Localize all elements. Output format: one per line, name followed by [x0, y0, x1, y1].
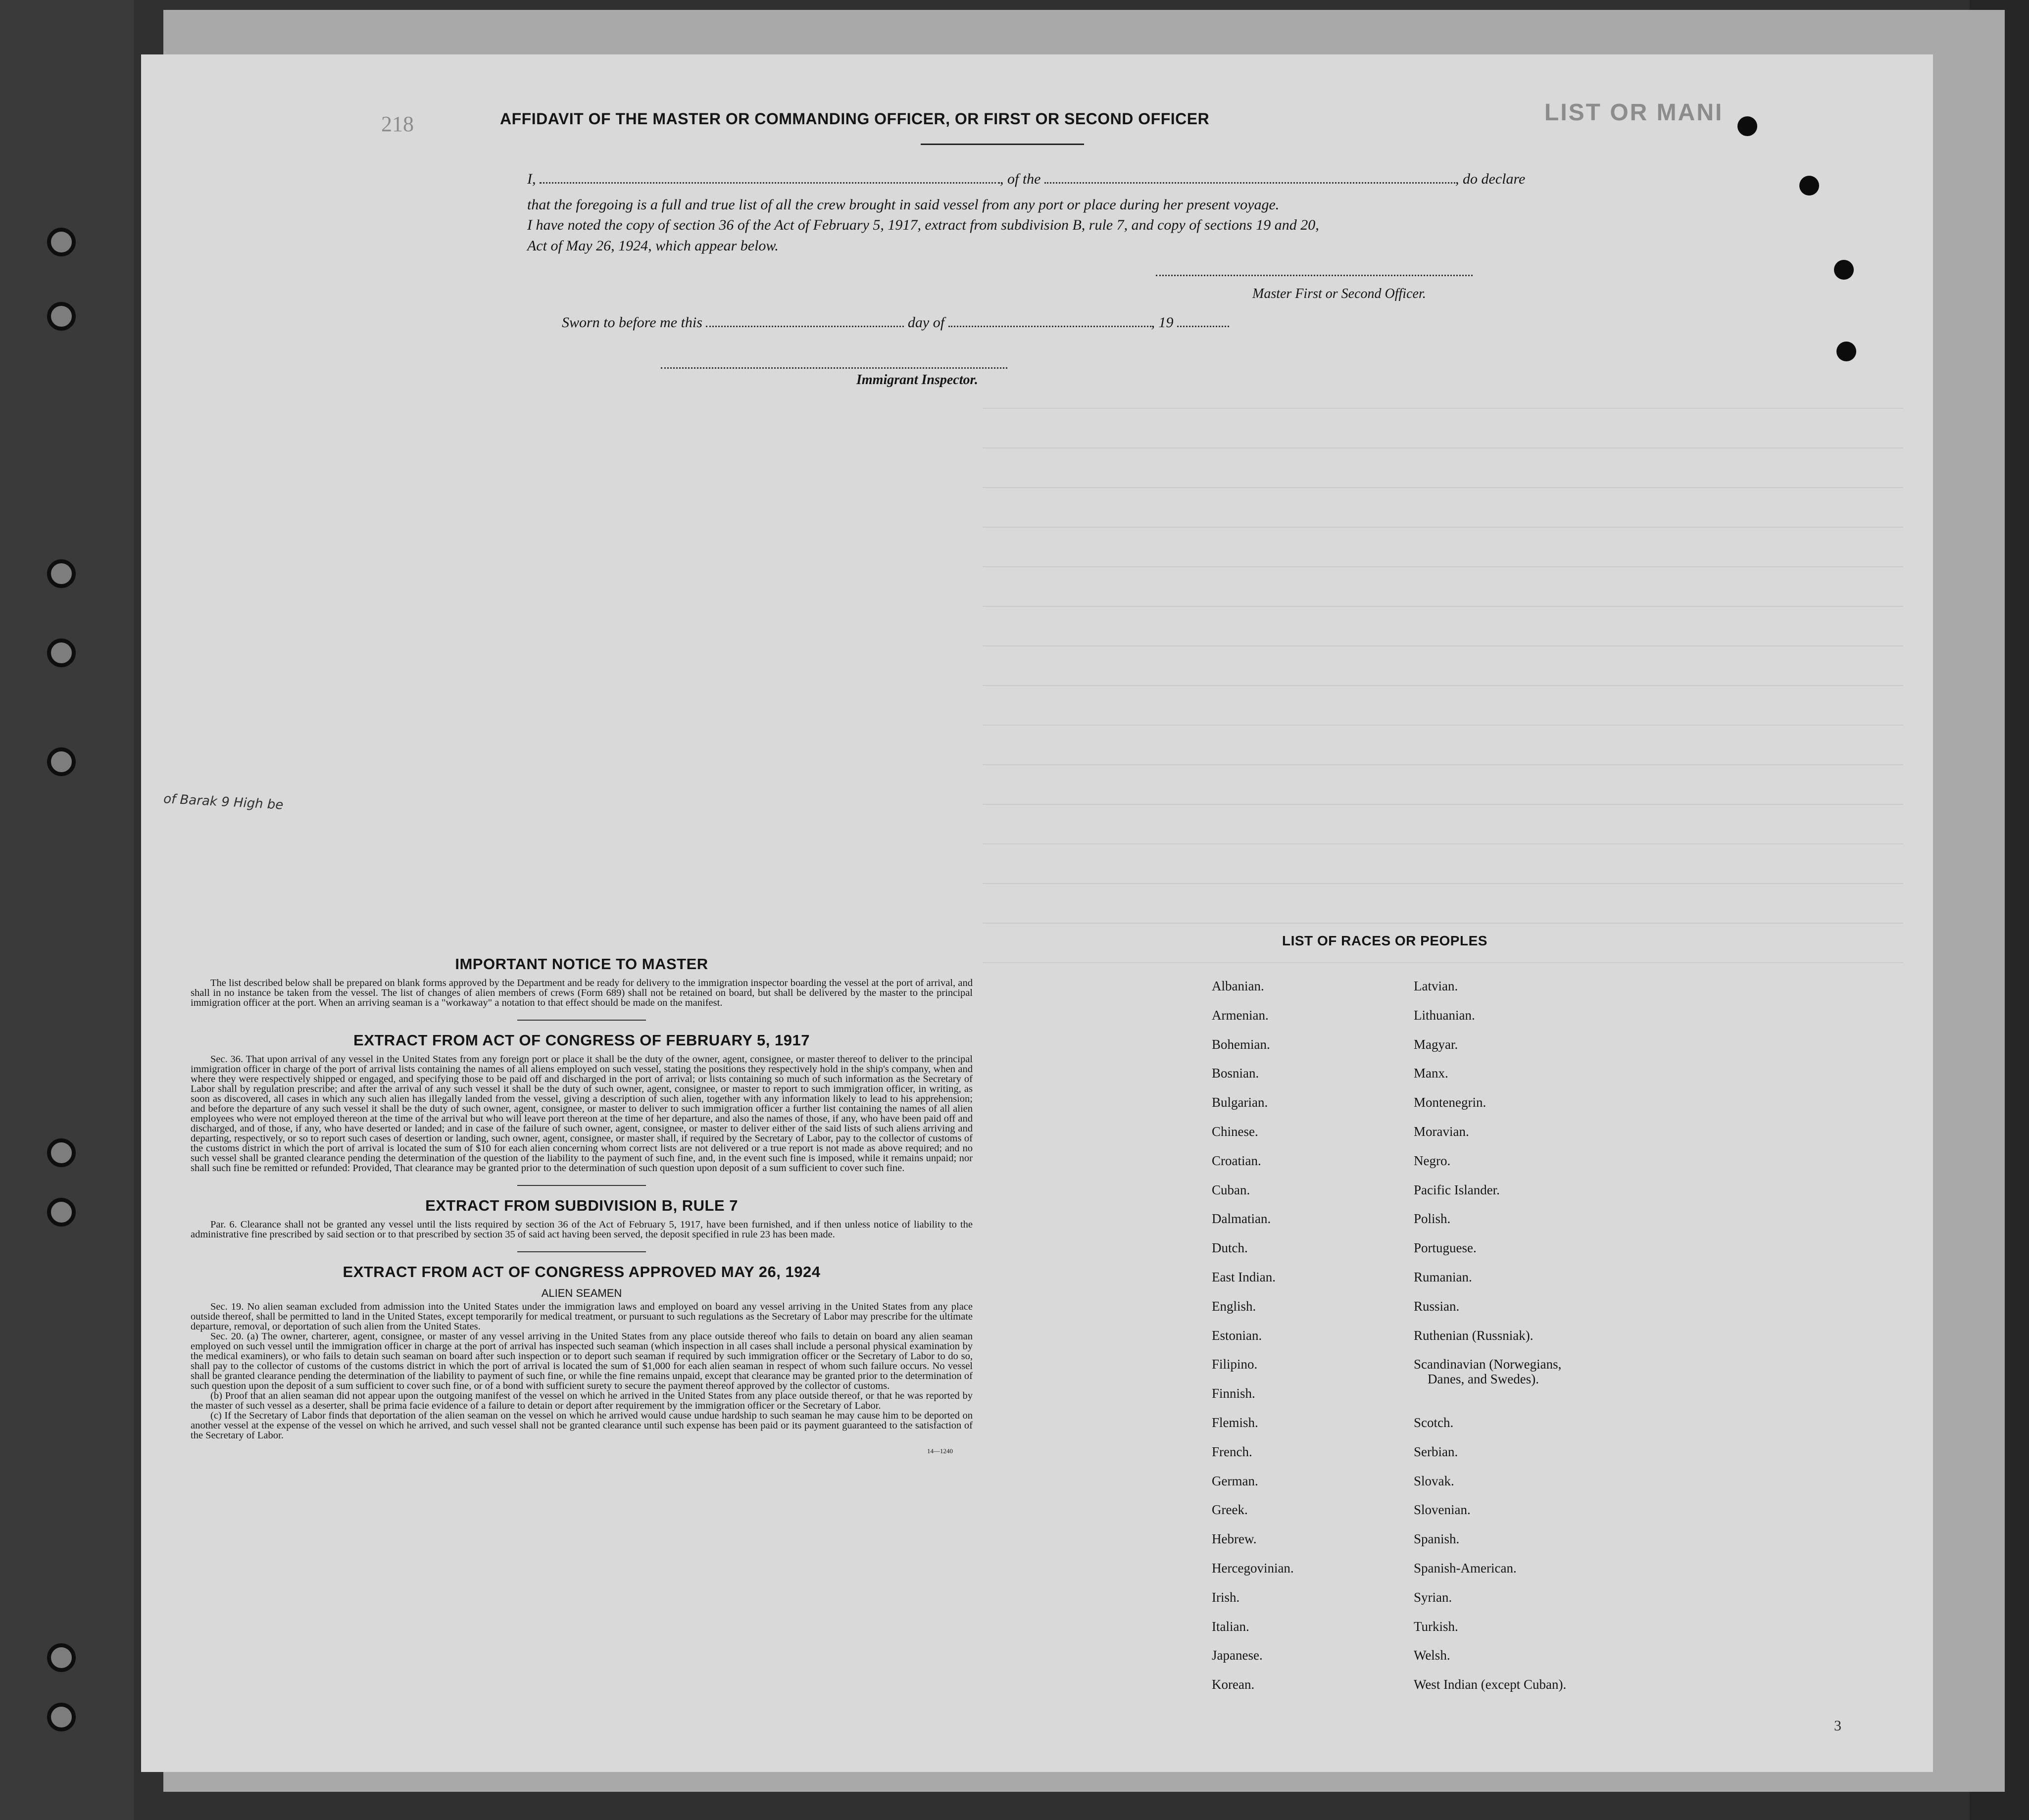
race-item: [1212, 1240, 1390, 1270]
affidavit-line-3: I have noted the copy of section 36 of the Act of February 5, 1917, extract from subdivision B, rule 7, and copy of sections 19 and 20,: [527, 217, 1319, 233]
binder-ring-icon: [47, 228, 76, 256]
punch-hole-icon: [1834, 260, 1854, 280]
affidavit-declare: , do declare: [1455, 171, 1526, 187]
race-item: [1212, 1182, 1390, 1212]
race-item: [1212, 1531, 1390, 1561]
race-label: Spanish.: [1414, 1531, 1460, 1547]
race-item: [1212, 1415, 1390, 1444]
race-item: [1212, 1561, 1390, 1590]
race-item: [1212, 1357, 1390, 1386]
race-item: [1414, 1182, 1661, 1212]
race-label: Russian.: [1414, 1298, 1460, 1314]
race-item: [1212, 1444, 1390, 1474]
sworn-day-field[interactable]: [706, 315, 904, 327]
race-item: [1212, 1037, 1390, 1066]
race-item: [1212, 1502, 1390, 1531]
race-item: [1212, 979, 1390, 1008]
notice-section: [191, 955, 973, 1455]
act-1924-subtitle: ALIEN SEAMEN: [541, 1287, 622, 1299]
race-label: Japanese.: [1212, 1648, 1263, 1663]
race-label: Polish.: [1414, 1211, 1451, 1227]
race-item: [1212, 1124, 1390, 1153]
race-item: [1414, 1037, 1661, 1066]
race-label: West Indian (except Cuban).: [1414, 1677, 1567, 1692]
race-label: Armenian.: [1212, 1007, 1269, 1023]
race-item: [1212, 1270, 1390, 1299]
sworn-month-field[interactable]: [948, 315, 1151, 327]
corner-page-mark: 3: [1834, 1718, 1841, 1734]
race-item: [1414, 1619, 1661, 1648]
race-label: Turkish.: [1414, 1619, 1458, 1634]
officer-name-field[interactable]: [540, 171, 1000, 184]
background-list-title: LIST OR MANI: [1544, 99, 1724, 126]
notice-title: IMPORTANT NOTICE TO MASTER: [455, 955, 708, 973]
binder-ring-icon: [47, 1198, 76, 1227]
binder-ring-icon: [47, 1703, 76, 1731]
race-label: Ruthenian (Russniak).: [1414, 1328, 1534, 1343]
affidavit-line-2: that the foregoing is a full and true list of all the crew brought in said vessel from any port or place during her present voyage.: [527, 197, 1280, 213]
race-label: Estonian.: [1212, 1328, 1262, 1343]
punch-hole-icon: [1836, 342, 1856, 361]
race-label: Syrian.: [1414, 1589, 1452, 1605]
race-item: [1414, 1590, 1661, 1619]
binder-ring-icon: [47, 1643, 76, 1672]
race-item: [1414, 1648, 1661, 1677]
race-item: [1414, 1095, 1661, 1124]
race-item: [1212, 1590, 1390, 1619]
race-item: [1212, 1677, 1390, 1706]
race-label: Korean.: [1212, 1677, 1255, 1692]
race-label-continued: Danes, and Swedes).: [1428, 1372, 1539, 1387]
affidavit-of-the: , of the: [1000, 171, 1041, 187]
race-item: [1414, 1415, 1661, 1444]
binder-ring-icon: [47, 747, 76, 776]
race-label: Scandinavian (Norwegians,: [1414, 1357, 1562, 1372]
race-label: Serbian.: [1414, 1444, 1458, 1459]
race-item: [1414, 1561, 1661, 1590]
master-signature-label: Master First or Second Officer.: [1252, 286, 1426, 301]
race-item: [1212, 1153, 1390, 1182]
race-label: Albanian.: [1212, 979, 1264, 993]
section-divider: [517, 1185, 646, 1186]
race-label: Latvian.: [1414, 979, 1458, 993]
race-label: Spanish-American.: [1414, 1560, 1517, 1575]
act-1924-sec20c: (c) If the Secretary of Labor finds that deportation of the alien seaman on the vessel on which he arrived would cause undue hardship to such seaman he may cause him to be deported on another vessel at the expense of the vessel on which he arrived, and such vessel shall not be granted clearance until such expense has been paid or its payment guaranteed to the satisfaction of the Secretary of Labor.: [191, 1410, 973, 1441]
sworn-year-field[interactable]: [1177, 315, 1229, 327]
race-item: [1414, 1066, 1661, 1095]
race-item: [1212, 1386, 1390, 1415]
act-1924-sec19: Sec. 19. No alien seaman excluded from admission into the United States under the immigration laws and employed on board any vessel arriving in the United States from any place outside thereof, shall be permitted to land in the United States, except temporarily for medical treatment, or pursuant to such regulations as the Secretary of Labor may prescribe for the ultimate departure, removal, or deportation of such alien from the United States.: [191, 1301, 973, 1332]
bleed-through-lines: [141, 54, 1933, 1772]
binder-ring-icon: [47, 302, 76, 331]
punch-hole-icon: [1737, 116, 1757, 136]
vessel-name-field[interactable]: [1044, 171, 1455, 184]
act-1917-body: Sec. 36. That upon arrival of any vessel in the United States from any foreign port or place it shall be the duty of the owner, agent, consignee, or master thereof to deliver to the principal immigration officer in charge of the port of arrival lists containing the names of all aliens employed on such vessel, stating the positions they respectively hold in the ship's company, when and where they were respectively shipped or engaged, and specifying those to be paid off and discharged in the port of arrival; or lists containing so much of such information as the Secretary of Labor shall by regulation prescribe; and after the arrival of any such vessel it shall be the duty of such owner, agent, consignee, or master to report to such immigration officer, in writing, as soon as discovered, all cases in which any such alien has illegally landed from the vessel, giving a description of such alien, together with any information likely to lead to his apprehension; and before the departure of any such vessel it shall be the duty of such owner, agent, consignee, or master to deliver to such immigration officer a further list containing the names of all alien employees who were not employed thereon at the time of the arrival but who will leave port thereon at the time of her departure, and also the names of those, if any, who have been paid off and discharged, and of those, if any, who have deserted or landed; and in case of the failure of such owner, agent, consignee, or master to deliver either of the said lists of such aliens arriving and departing, respectively, or so to report such cases of desertion or landing, such owner, agent, consignee, or master shall, if required by the Secretary of Labor, pay to the collector of customs of the customs district in which the port of arrival is located the sum of $10 for each alien concerning whom correct lists are not delivered or a true report is not made as above required; and no such vessel shall be granted clearance pending the determination of the question of the liability to the payment of such fine, and, in the event such fine is imposed, while it remains unpaid; nor shall such fine be remitted or refunded: Provided, That clearance may be granted prior to the determination of such question upon deposit of a sum sufficient to cover such fine.: [191, 1054, 973, 1174]
act-1917-title: EXTRACT FROM ACT OF CONGRESS OF FEBRUARY 5, 1917: [353, 1032, 810, 1049]
binder-spine: [0, 0, 134, 1820]
races-column-1: [1212, 979, 1390, 1706]
race-label: German.: [1212, 1473, 1258, 1488]
form-number: 14—1240: [927, 1447, 953, 1455]
race-label: Rumanian.: [1414, 1269, 1472, 1284]
race-label: English.: [1212, 1298, 1256, 1314]
affidavit-declaration-line: [527, 171, 1525, 188]
background-page-number: 218: [381, 112, 414, 136]
race-item: [1414, 1211, 1661, 1240]
race-label: Slovenian.: [1414, 1502, 1471, 1518]
race-label: Croatian.: [1212, 1153, 1261, 1168]
act-1924-sec20a: Sec. 20. (a) The owner, charterer, agent, consignee, or master of any vessel arriving in the United States from any place outside thereof who fails to detain on board any alien seaman employed on such vessel until the immigration officer in charge at the port of arrival has inspected such seaman (which inspection in all cases shall include a personal physical examination by the medical examiners), or who fails to detain such seaman on board after such inspection or to deport such seaman if required by such immigration officer or the Secretary of Labor to do so, shall pay to the collector of customs of the customs district in which the port of arrival is located the sum of $1,000 for each alien seaman in respect of whom such failure occurs. No vessel shall be granted clearance pending the determination of the liability to payment of such fine, or while the fine remains unpaid, except that clearance may be granted prior to the determination of such question upon the deposit of a sum sufficient to cover such fine, or of a bond with sufficient surety to secure the payment thereof approved by the collector of customs.: [191, 1331, 973, 1391]
race-label: Negro.: [1414, 1153, 1451, 1168]
race-item: [1414, 979, 1661, 1008]
inspector-label: Immigrant Inspector.: [856, 372, 978, 388]
race-label: Greek.: [1212, 1502, 1248, 1518]
race-item: [1414, 1474, 1661, 1503]
race-item: [1212, 1328, 1390, 1357]
race-item: [1414, 1270, 1661, 1299]
race-item: [1212, 1066, 1390, 1095]
race-label: Filipino.: [1212, 1357, 1258, 1372]
binder-ring-icon: [47, 1138, 76, 1167]
race-label: Cuban.: [1212, 1182, 1250, 1197]
affidavit-i: I,: [527, 171, 536, 187]
race-label: Montenegrin.: [1414, 1095, 1486, 1110]
race-item: [1414, 1328, 1661, 1357]
race-label: Bohemian.: [1212, 1036, 1270, 1052]
race-label: Flemish.: [1212, 1415, 1258, 1430]
race-item: [1212, 1008, 1390, 1037]
race-item: [1212, 1648, 1390, 1677]
race-label: Irish.: [1212, 1589, 1240, 1605]
handwritten-annotation: of Barak 9 High be: [163, 791, 284, 813]
race-item: [1414, 1124, 1661, 1153]
sworn-year-prefix: , 19: [1151, 314, 1174, 331]
race-item: [1212, 1095, 1390, 1124]
race-label: Dutch.: [1212, 1240, 1248, 1256]
document-sheet: [141, 54, 1933, 1772]
race-item: [1414, 1502, 1661, 1531]
master-signature-field[interactable]: [1156, 275, 1473, 276]
race-label: Scotch.: [1414, 1415, 1454, 1430]
race-item: [1414, 1531, 1661, 1561]
punch-hole-icon: [1799, 176, 1819, 196]
act-1924-title: EXTRACT FROM ACT OF CONGRESS APPROVED MAY 26, 1924: [343, 1263, 821, 1280]
section-divider: [517, 1020, 646, 1021]
race-item: [1414, 1444, 1661, 1474]
race-item: [1212, 1619, 1390, 1648]
race-label: Chinese.: [1212, 1124, 1258, 1139]
race-item: [1414, 1299, 1661, 1328]
binder-ring-icon: [47, 639, 76, 667]
race-label: East Indian.: [1212, 1269, 1276, 1284]
race-item: [1212, 1474, 1390, 1503]
races-section: [1208, 933, 1703, 1692]
race-label: Hercegovinian.: [1212, 1560, 1294, 1575]
race-label: Magyar.: [1414, 1036, 1458, 1052]
notice-body: The list described below shall be prepared on blank forms approved by the Department and be ready for delivery to the immigration inspector boarding the vessel at the port of arrival, and shall in no instance be taken from the vessel. The list of changes of alien members of crews (Form 689) shall not be retained on board, but shall be delivered by the master to the principal immigration officer at the port. When an arriving seaman is a "workaway" a notation to that effect should be made on the manifest.: [191, 978, 973, 1008]
sworn-prefix: Sworn to before me this: [562, 314, 702, 331]
race-label: Lithuanian.: [1414, 1007, 1475, 1023]
race-label: French.: [1212, 1444, 1252, 1459]
race-item: [1414, 1153, 1661, 1182]
sworn-day-of: day of: [907, 314, 945, 331]
race-label: Bulgarian.: [1212, 1095, 1268, 1110]
sworn-line: [562, 314, 1229, 331]
act-1924-sec20b: (b) Proof that an alien seaman did not appear upon the outgoing manifest of the vessel on which he arrived in the United States from any place outside thereof, or that he was reported by the master of such vessel as a deserter, shall be prima facie evidence of a failure to detain or deport after requirement by the immigration officer or the Secretary of Labor.: [191, 1390, 973, 1411]
race-label: Italian.: [1212, 1619, 1249, 1634]
affidavit-line-4: Act of May 26, 1924, which appear below.: [527, 238, 779, 254]
race-item: [1212, 1211, 1390, 1240]
race-label: Pacific Islander.: [1414, 1182, 1500, 1197]
race-label: Manx.: [1414, 1066, 1448, 1081]
race-label: Slovak.: [1414, 1473, 1454, 1488]
rule7-body: Par. 6. Clearance shall not be granted any vessel until the lists required by section 36 of the Act of February 5, 1917, have been furnished, and if then unless notice of liability to the administrative fine prescribed by said section or to that prescribed by section 35 of said act having been served, the deposit specified in rule 23 has been made.: [191, 1219, 973, 1240]
race-item: [1212, 1299, 1390, 1328]
inspector-signature-field[interactable]: [661, 367, 1007, 369]
race-item: [1414, 1240, 1661, 1270]
race-item: [1414, 1357, 1661, 1415]
binder-ring-icon: [47, 559, 76, 588]
race-label: Welsh.: [1414, 1648, 1450, 1663]
section-divider: [517, 1251, 646, 1252]
race-item: [1414, 1008, 1661, 1037]
races-title: LIST OF RACES OR PEOPLES: [1282, 933, 1487, 948]
race-label: Dalmatian.: [1212, 1211, 1271, 1227]
affidavit-title-rule: [921, 144, 1084, 145]
race-item: [1414, 1677, 1661, 1706]
races-column-2: [1414, 979, 1661, 1706]
rule7-title: EXTRACT FROM SUBDIVISION B, RULE 7: [425, 1197, 738, 1214]
race-label: Hebrew.: [1212, 1531, 1257, 1547]
race-label: Portuguese.: [1414, 1240, 1477, 1256]
affidavit-title: AFFIDAVIT OF THE MASTER OR COMMANDING OFFICER, OR FIRST OR SECOND OFFICER: [500, 110, 1210, 128]
race-label: Bosnian.: [1212, 1066, 1259, 1081]
race-label: Finnish.: [1212, 1386, 1255, 1401]
race-label: Moravian.: [1414, 1124, 1469, 1139]
